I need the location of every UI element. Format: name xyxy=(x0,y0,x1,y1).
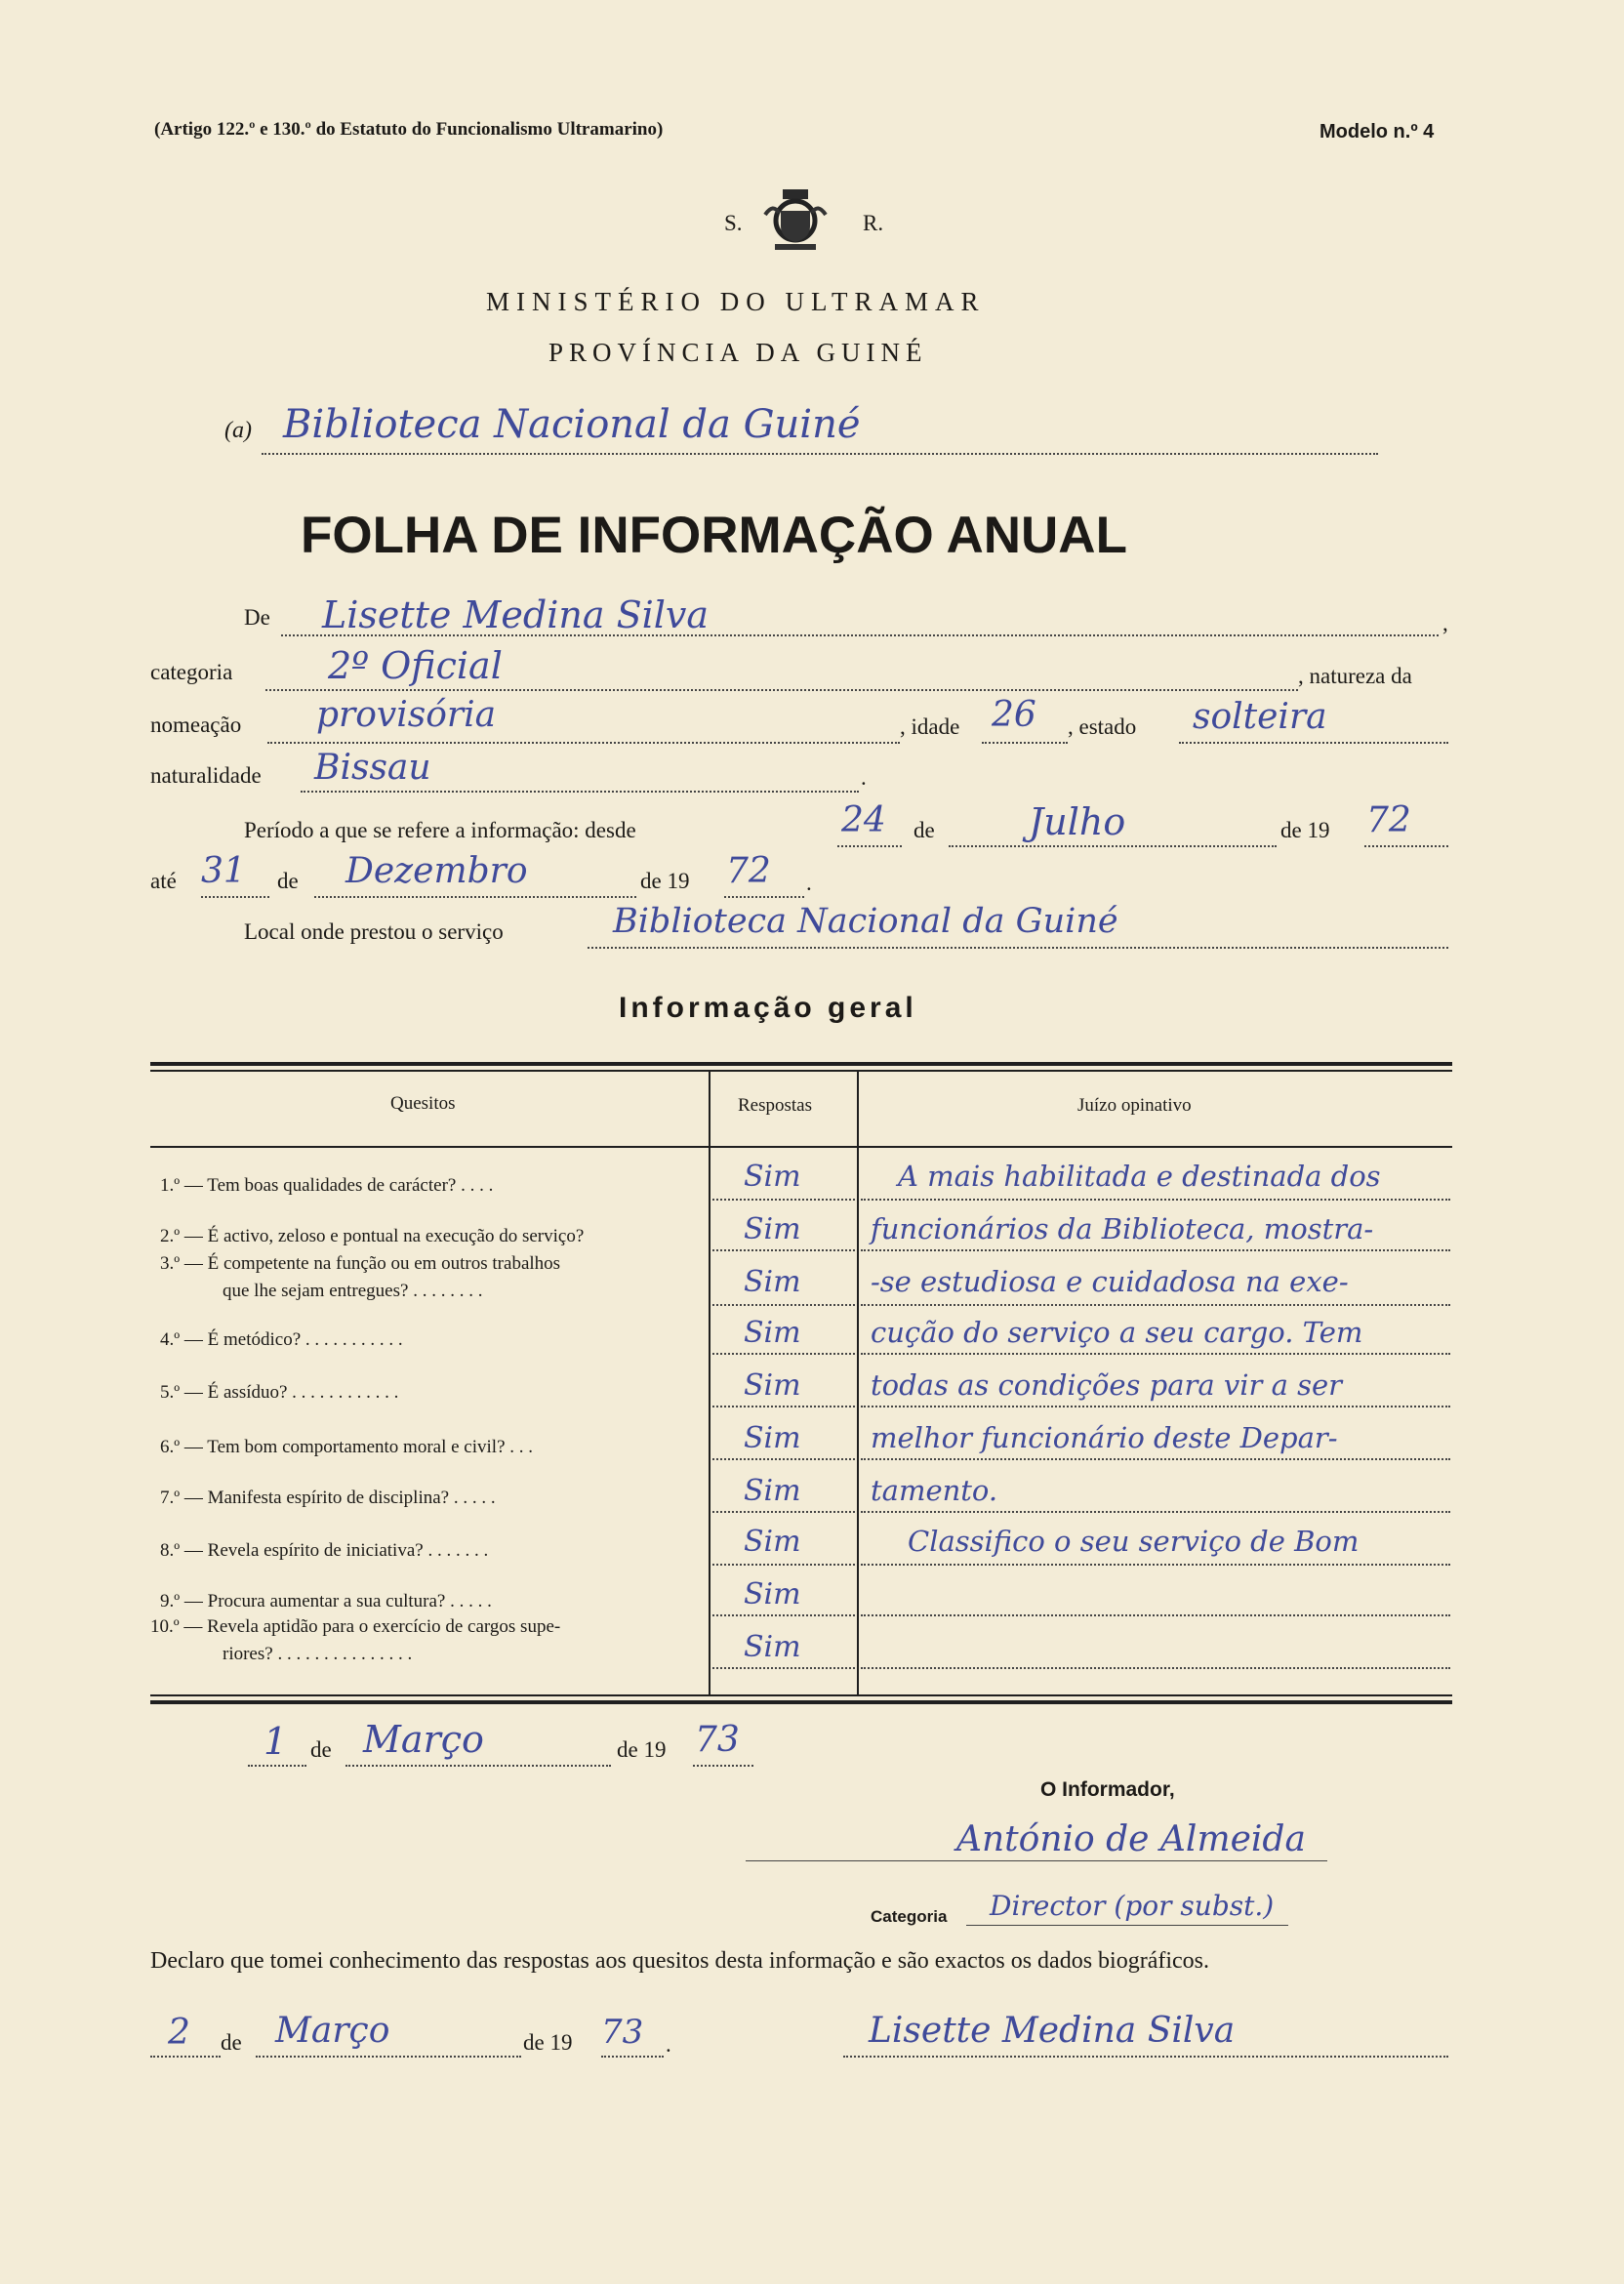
opinion-dotline-7 xyxy=(861,1511,1450,1513)
answer-dotline-10 xyxy=(712,1667,855,1669)
article-note: (Artigo 122.º e 130.º do Estatuto do Funcionalismo Ultramarino) xyxy=(154,119,664,140)
informer-day: 1 xyxy=(264,1720,288,1763)
to-de-label: de xyxy=(277,869,299,893)
informer-year: 73 xyxy=(695,1720,740,1760)
person-name: Lisette Medina Silva xyxy=(322,593,710,636)
declaration-month-dotline xyxy=(256,2056,521,2058)
question-2: 2.º — É activo, zeloso e pontual na execução do serviço? xyxy=(160,1226,585,1246)
opinion-line-4: cução do serviço a seu cargo. Tem xyxy=(871,1316,1363,1349)
informer-categoria-line xyxy=(966,1925,1288,1926)
informer-signature: António de Almeida xyxy=(956,1819,1306,1859)
to-month-dotline xyxy=(314,896,636,898)
from-year-dotline xyxy=(1364,845,1448,847)
answer-dotline-4 xyxy=(712,1353,855,1355)
informer-year-dotline xyxy=(693,1765,753,1767)
name-comma: , xyxy=(1442,611,1448,635)
header-respostas: Respostas xyxy=(738,1095,812,1116)
to-year-period: . xyxy=(806,871,812,895)
answer-dotline-6 xyxy=(712,1458,855,1460)
question-3: 3.º — É competente na função ou em outros trabalhos xyxy=(160,1253,561,1274)
from-day-dotline xyxy=(837,845,902,847)
opinion-line-7: tamento. xyxy=(871,1474,998,1507)
to-year-prefix: de 19 xyxy=(640,869,690,893)
table-top-rule xyxy=(150,1062,1452,1066)
opinion-line-8: Classifico o seu serviço de Bom xyxy=(908,1525,1360,1558)
form-title: FOLHA DE INFORMAÇÃO ANUAL xyxy=(301,507,1127,564)
nomeacao-dotline xyxy=(267,742,900,744)
declaration-text: Declaro que tomei conhecimento das respostas aos quesitos desta informação e são exactos os dados biográficos. xyxy=(150,1948,1210,1974)
declaration-year-prefix: de 19 xyxy=(523,2030,573,2055)
opinion-dotline-9 xyxy=(861,1614,1450,1616)
from-month: Julho xyxy=(1029,800,1126,843)
service-value: Biblioteca Nacional da Guiné xyxy=(283,402,861,447)
header-quesitos: Quesitos xyxy=(390,1093,456,1114)
from-day: 24 xyxy=(841,800,886,840)
natureza-label: , natureza da xyxy=(1298,664,1412,688)
question-3-cont: que lhe sejam entregues? . . . . . . . . xyxy=(223,1281,483,1301)
informer-signature-line xyxy=(746,1860,1327,1861)
question-5: 5.º — É assíduo? . . . . . . . . . . . . xyxy=(160,1382,399,1403)
idade-label: , idade xyxy=(900,714,960,739)
estado-dotline xyxy=(1179,742,1448,744)
seal-left-text: S. xyxy=(724,211,743,235)
idade-value: 26 xyxy=(992,695,1036,735)
answer-5: Sim xyxy=(744,1368,801,1403)
categoria-label: categoria xyxy=(150,660,233,684)
table-header-rule xyxy=(150,1146,1452,1148)
local-value: Biblioteca Nacional da Guiné xyxy=(613,902,1118,941)
declaration-signature: Lisette Medina Silva xyxy=(869,2011,1236,2051)
declaration-year-dotline xyxy=(601,2056,664,2058)
opinion-dotline-3 xyxy=(861,1304,1450,1306)
opinion-dotline-6 xyxy=(861,1458,1450,1460)
ate-label: até xyxy=(150,869,177,893)
answer-dotline-7 xyxy=(712,1511,855,1513)
to-day: 31 xyxy=(201,851,246,891)
section-title: Informação geral xyxy=(619,992,917,1024)
to-month: Dezembro xyxy=(345,851,528,891)
naturalidade-value: Bissau xyxy=(314,748,431,788)
answer-1: Sim xyxy=(744,1160,801,1194)
answer-dotline-1 xyxy=(712,1199,855,1201)
service-dotline xyxy=(262,453,1378,455)
opinion-dotline-1 xyxy=(861,1199,1450,1201)
from-de-label: de xyxy=(914,818,935,842)
local-dotline xyxy=(588,947,1448,949)
declaration-day: 2 xyxy=(168,2013,190,2053)
informer-month: Março xyxy=(363,1718,484,1761)
header-juizo: Juízo opinativo xyxy=(1077,1095,1192,1116)
answer-4: Sim xyxy=(744,1316,801,1350)
opinion-line-6: melhor funcionário deste Depar- xyxy=(871,1421,1338,1454)
table-divider-right xyxy=(857,1072,859,1694)
declaration-signature-dotline xyxy=(843,2056,1448,2058)
from-year: 72 xyxy=(1366,800,1411,840)
answer-2: Sim xyxy=(744,1212,801,1246)
table-bottom-rule xyxy=(150,1700,1452,1704)
opinion-dotline-8 xyxy=(861,1564,1450,1566)
answer-6: Sim xyxy=(744,1421,801,1455)
answer-7: Sim xyxy=(744,1474,801,1508)
model-label: Modelo n.º 4 xyxy=(1320,121,1435,143)
naturalidade-dotline xyxy=(301,791,859,793)
answer-3: Sim xyxy=(744,1265,801,1299)
informer-categoria-label: Categoria xyxy=(871,1907,948,1926)
categoria-dotline xyxy=(265,689,1298,691)
answer-dotline-9 xyxy=(712,1614,855,1616)
answer-dotline-3 xyxy=(712,1304,855,1306)
table-bottom-rule-thin xyxy=(150,1694,1452,1696)
to-year-dotline xyxy=(724,896,804,898)
service-prefix: (a) xyxy=(224,418,252,443)
to-year: 72 xyxy=(726,851,771,891)
opinion-line-1: A mais habilitada e destinada dos xyxy=(898,1160,1381,1193)
estado-label: , estado xyxy=(1068,714,1137,739)
question-10: 10.º — Revela aptidão para o exercício de cargos supe- xyxy=(150,1616,561,1637)
question-1: 1.º — Tem boas qualidades de carácter? . . . . xyxy=(160,1175,494,1196)
opinion-dotline-5 xyxy=(861,1406,1450,1407)
opinion-line-3: -se estudiosa e cuidadosa na exe- xyxy=(871,1265,1349,1298)
ministry-heading: MINISTÉRIO DO ULTRAMAR xyxy=(486,287,986,316)
informer-day-dotline xyxy=(248,1765,306,1767)
naturalidade-label: naturalidade xyxy=(150,763,262,788)
informer-de-label: de xyxy=(310,1737,332,1762)
answer-dotline-2 xyxy=(712,1249,855,1251)
seal-right-text: R. xyxy=(863,211,884,235)
nomeacao-label: nomeação xyxy=(150,713,242,737)
from-year-prefix: de 19 xyxy=(1280,818,1330,842)
declaration-de-label: de xyxy=(221,2030,242,2055)
answer-dotline-8 xyxy=(712,1564,855,1566)
opinion-line-5: todas as condições para vir a ser xyxy=(871,1368,1343,1402)
informer-year-prefix: de 19 xyxy=(617,1737,667,1762)
coat-of-arms-icon xyxy=(761,185,830,256)
question-9: 9.º — Procura aumentar a sua cultura? . . . . . xyxy=(160,1591,492,1611)
naturalidade-period: . xyxy=(861,765,867,790)
informer-month-dotline xyxy=(345,1765,611,1767)
answer-9: Sim xyxy=(744,1577,801,1611)
informer-categoria-value: Director (por subst.) xyxy=(990,1890,1275,1922)
informer-label: O Informador, xyxy=(1040,1778,1175,1801)
idade-dotline xyxy=(982,742,1068,744)
table-divider-left xyxy=(709,1072,710,1694)
province-heading: PROVÍNCIA DA GUINÉ xyxy=(548,338,928,367)
to-day-dotline xyxy=(201,896,269,898)
question-4: 4.º — É metódico? . . . . . . . . . . . xyxy=(160,1329,403,1350)
answer-10: Sim xyxy=(744,1630,801,1664)
question-7: 7.º — Manifesta espírito de disciplina? . . . . . xyxy=(160,1488,496,1508)
question-10-cont: riores? . . . . . . . . . . . . . . . xyxy=(223,1644,413,1664)
period-label: Período a que se refere a informação: desde xyxy=(244,818,636,842)
de-label: De xyxy=(244,605,270,630)
declaration-year: 73 xyxy=(601,2013,644,2052)
categoria-value: 2º Oficial xyxy=(328,644,503,687)
answer-dotline-5 xyxy=(712,1406,855,1407)
answer-8: Sim xyxy=(744,1525,801,1559)
question-8: 8.º — Revela espírito de iniciativa? . . . . . . . xyxy=(160,1540,489,1561)
opinion-dotline-2 xyxy=(861,1249,1450,1251)
local-label: Local onde prestou o serviço xyxy=(244,919,504,944)
estado-value: solteira xyxy=(1193,697,1327,737)
declaration-month: Março xyxy=(275,2011,390,2051)
declaration-day-dotline xyxy=(150,2056,221,2058)
declaration-year-period: . xyxy=(666,2032,671,2057)
from-month-dotline xyxy=(949,845,1277,847)
nomeacao-value: provisória xyxy=(316,695,497,735)
opinion-dotline-10 xyxy=(861,1667,1450,1669)
table-top-rule-thin xyxy=(150,1070,1452,1072)
opinion-line-2: funcionários da Biblioteca, mostra- xyxy=(871,1212,1374,1245)
question-6: 6.º — Tem bom comportamento moral e civil? . . . xyxy=(160,1437,534,1457)
opinion-dotline-4 xyxy=(861,1353,1450,1355)
